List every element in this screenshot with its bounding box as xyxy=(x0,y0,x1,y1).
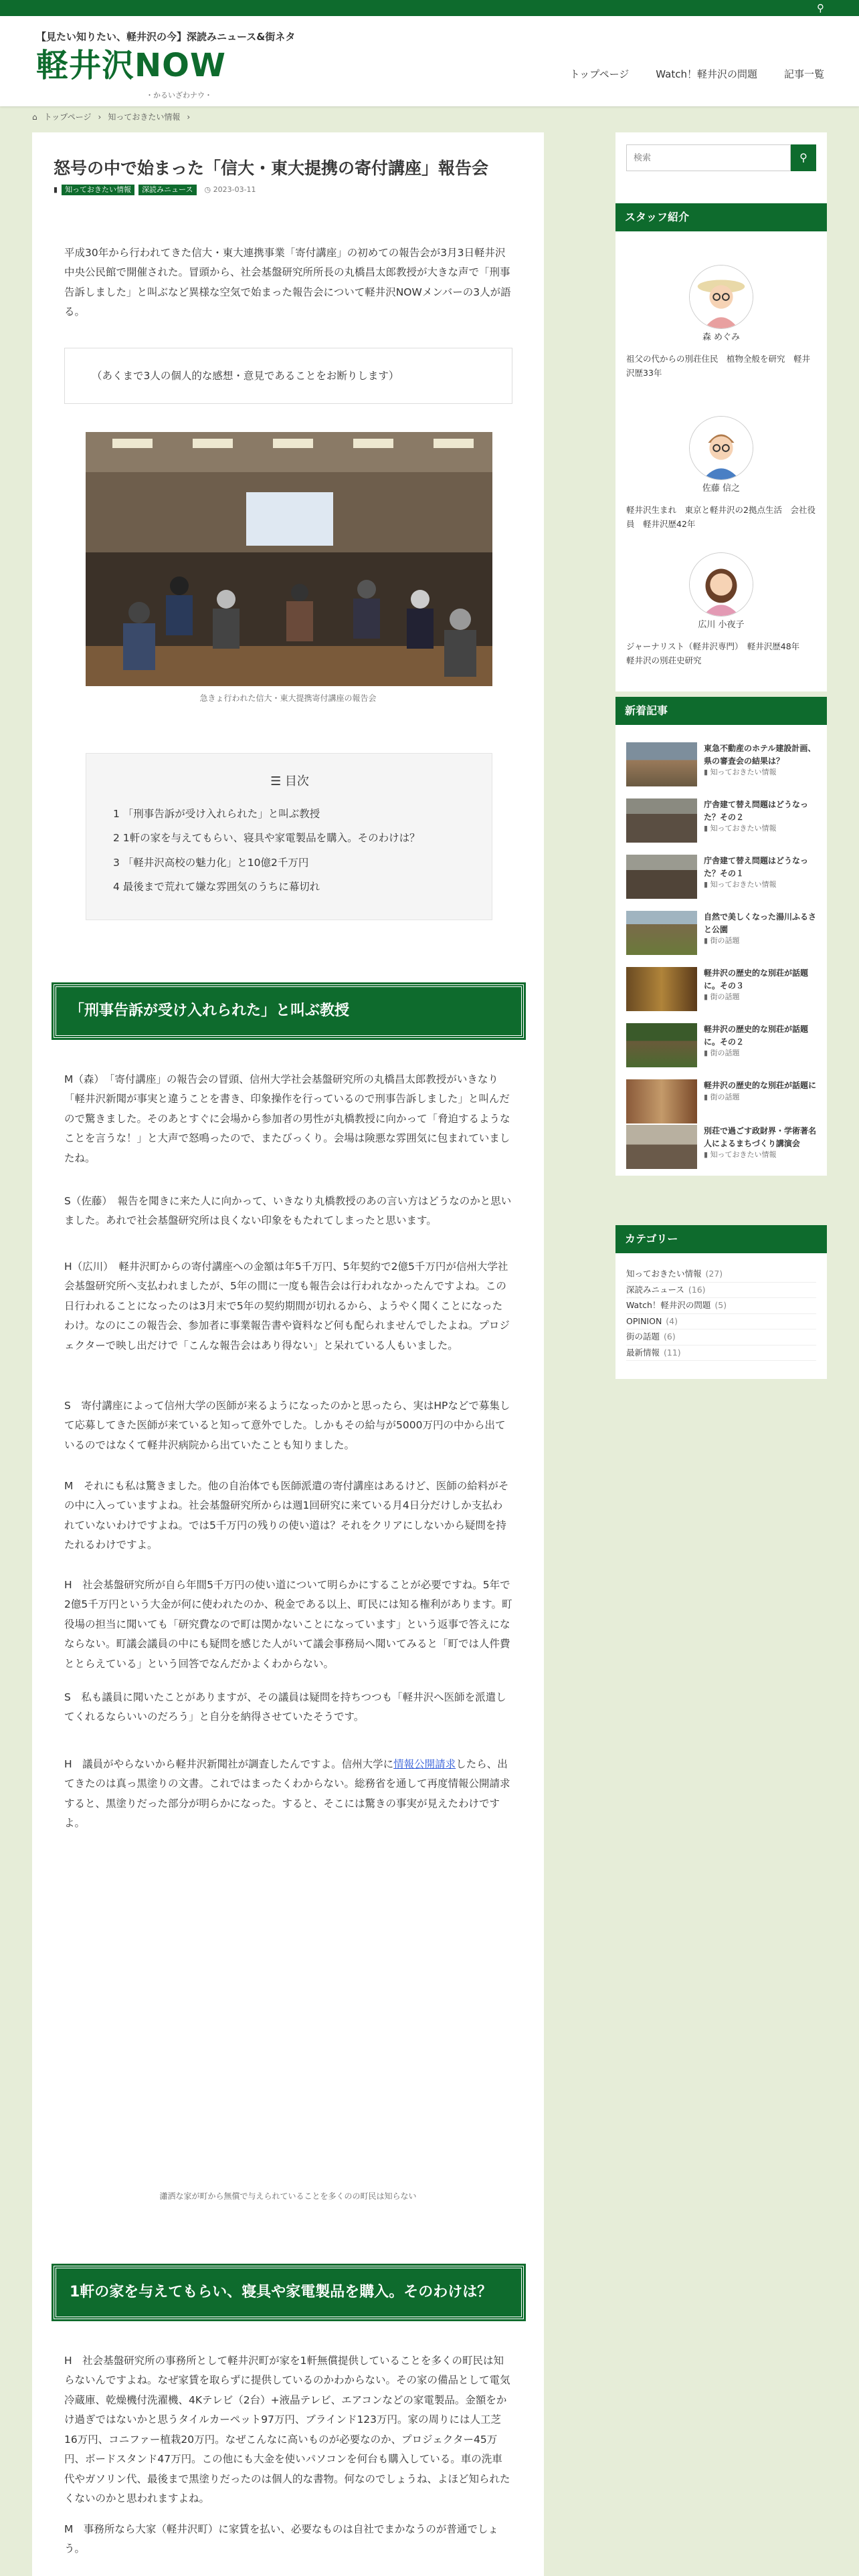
article-main xyxy=(32,132,544,2576)
nav-item-top[interactable]: トップページ xyxy=(569,68,630,80)
folder-icon: ▮ xyxy=(704,1150,710,1160)
category-count: (5) xyxy=(714,1300,727,1310)
recent-post[interactable] xyxy=(626,1079,816,1126)
recent-post[interactable] xyxy=(626,855,816,901)
category-name[interactable]: 最新情報 xyxy=(626,1347,660,1358)
site-header xyxy=(0,16,859,106)
post-category-text: 街の話題 xyxy=(710,1049,740,1058)
search-icon: ⚲ xyxy=(799,151,807,164)
folder-icon: ▮ xyxy=(54,185,58,194)
paragraph: M（森） 「寄付講座」の報告会の冒頭、信州大学社会基盤研究所の丸橋昌太郎教授がいきなり「軽井沢新聞が事実と違うことを書き、印象操作を行っているので刑事告訴しました」と叫んだので驚きました。そのあとすぐに会場から参加者の男性が丸橋教授に向かって「脅迫するようなことを言うな！」と大声で怒鳴ったので、またびっくり。会場は険悪な雰囲気に包まれていましたね。 xyxy=(64,1073,510,1164)
paragraph-text: したら、出てきたのは真っ黒塗りの文書。これではまったくわからない。総務省を通して再度情報公開請求すると、黒塗りだった部分が明らかになった。すると、そこには驚きの事実が見えたわけですよ。 xyxy=(64,1758,510,1830)
staff-name: 佐藤 信之 xyxy=(702,484,741,494)
post-category-text: 知っておきたい情報 xyxy=(710,768,777,777)
recent-post[interactable] xyxy=(626,967,816,1014)
post-thumbnail[interactable] xyxy=(626,1079,697,1123)
staff-card xyxy=(626,265,816,381)
staff-widget xyxy=(615,203,827,691)
paragraph: H 社会基盤研究所の事務所として軽井沢町が家を1軒無償提供していることを多くの町民は知らないんですよね。なぜ家賃を取らずに提供しているのかわからない。その家の備品として電気冷蔵庫、乾燥機付洗濯機、4Kテレビ（2台）+液晶テレビ、エアコンなどの家電製品。金額をかけ過ぎではないかと思うタイルカーペット97万円、ブラインド123万円。家の周りには人工芝16万円、コニファー植栽20万円。なぜこんなに高いものが必要なのか、プロジェクター45万円、ボードスタンド47万円。この他にも大金を使いパソコンを何台も購入している。車の洗車代やガソリン代、最後まで黒塗りだったのは個人的な書物。何なのでしょうね、よほど知られたくないのかと思われますよね。 xyxy=(64,2355,510,2505)
post-category-text: 街の話題 xyxy=(710,936,740,946)
category-item[interactable] xyxy=(626,1267,816,1283)
toc-title-text: 目次 xyxy=(284,774,309,788)
post-title[interactable]: 自然で美しくなった湯川ふるさと公園 xyxy=(704,912,817,934)
category-count: (6) xyxy=(664,1331,676,1341)
widget-title: カテゴリー xyxy=(615,1225,827,1253)
recent-post[interactable] xyxy=(626,1125,816,1172)
recent-post[interactable] xyxy=(626,798,816,845)
post-title[interactable]: 軽井沢の歴史的な別荘が話題に xyxy=(704,1081,817,1090)
folder-icon: ▮ xyxy=(704,768,710,777)
staff-name: 広川 小夜子 xyxy=(698,620,745,630)
staff-desc: 軽井沢生まれ 東京と軽井沢の2拠点生活 会社役員 軽井沢歴42年 xyxy=(626,505,816,530)
article-intro: 平成30年から行われてきた信大・東大連携事業「寄付講座」の初めての報告会が3月3日軽井沢中央公民館で開催された。冒頭から、社会基盤研究所所長の丸橋昌太郎教授が大きな声で「刑事告訴しました」と叫ぶなど異様な空気で始まった報告会について軽井沢NOWメンバーの3人が語る。 xyxy=(64,247,511,318)
site-logo[interactable]: 軽井沢NOW xyxy=(36,47,226,84)
post-title[interactable]: 別荘で過ごす政財界・学術著名人によるまちづくり講演会 xyxy=(704,1126,817,1148)
post-thumbnail[interactable] xyxy=(626,1125,697,1169)
widget-title: スタッフ紹介 xyxy=(615,203,827,231)
toc-item[interactable]: 3 「軽井沢高校の魅力化」と10億2千万円 xyxy=(113,856,309,869)
folder-icon: ▮ xyxy=(704,1049,710,1058)
nav-item-articles[interactable]: 記事一覧 xyxy=(783,68,824,80)
paragraph xyxy=(64,1755,512,1834)
staff-desc: ジャーナリスト（軽井沢専門） 軽井沢歴48年 軽井沢の別荘史研究 xyxy=(626,641,808,666)
chevron-right-icon: › xyxy=(187,112,191,122)
post-title[interactable]: 庁舎建て替え問題はどうなった？その１ xyxy=(704,856,809,878)
toc-list xyxy=(113,802,420,899)
chevron-right-icon: › xyxy=(98,112,102,122)
category-badge[interactable]: 知っておきたい情報 xyxy=(62,185,134,195)
category-name[interactable]: 知っておきたい情報 xyxy=(626,1269,702,1279)
toc-title xyxy=(86,774,493,789)
staff-card xyxy=(626,416,816,532)
category-item[interactable] xyxy=(626,1314,816,1330)
category-name[interactable]: OPINION xyxy=(626,1315,662,1326)
paragraph-text: H 議員がやらないから軽井沢新聞社が調査したんですよ。信州大学に xyxy=(64,1758,394,1770)
article-title: 怒号の中で始まった「信大・東大提携の寄付講座」報告会 xyxy=(54,158,489,178)
recent-post[interactable] xyxy=(626,1023,816,1070)
paragraph: M 事務所なら大家（軽井沢町）に家賃を払い、必要なものは自社でまかなうのが普通でしょう。 xyxy=(64,2523,498,2555)
breadcrumb-category[interactable]: 知っておきたい情報 xyxy=(108,112,181,122)
post-thumbnail[interactable] xyxy=(626,967,697,1011)
site-tagline: 【見たい知りたい、軽井沢の今】深読みニュース&街ネタ xyxy=(36,31,296,43)
section-heading-2: 1軒の家を与えてもらい、寝具や家電製品を購入。そのわけは？ xyxy=(54,2266,524,2319)
sidebar-search-input[interactable] xyxy=(626,144,791,171)
category-item[interactable] xyxy=(626,1283,816,1299)
paragraph: S（佐藤） 報告を聞きに来た人に向かって、いきなり丸橋教授のあの言い方はどうなのかと思いました。あれで社会基盤研究所は良くない印象をもたれてしまったと思います。 xyxy=(64,1195,512,1227)
recent-posts-widget xyxy=(615,697,827,1176)
paragraph: S 私も議員に聞いたことがありますが、その議員は疑問を持ちつつも「軽井沢へ医師を派遣してくれるならいいのだろう」と自分を納得させていたそうです。 xyxy=(64,1691,506,1723)
avatar xyxy=(689,265,753,329)
global-nav xyxy=(570,68,824,82)
post-category xyxy=(704,1150,816,1160)
search-icon[interactable]: ⚲ xyxy=(817,2,824,14)
category-badge[interactable]: 深読みニュース xyxy=(138,185,196,195)
site-logo-sub: ・かるいざわナウ・ xyxy=(146,91,212,100)
report-meeting-photo xyxy=(86,432,492,686)
recent-post[interactable] xyxy=(626,742,816,789)
post-category-text: 街の話題 xyxy=(710,1092,740,1101)
post-thumbnail[interactable] xyxy=(626,742,697,786)
section-heading-1: 「刑事告訴が受け入れられた」と叫ぶ教授 xyxy=(54,984,524,1038)
post-title[interactable]: 庁舎建て替え問題はどうなった？その２ xyxy=(704,800,809,822)
staff-desc: 祖父の代からの別荘住民 植物全般を研究 軽井沢歴33年 xyxy=(626,354,811,379)
post-category xyxy=(704,767,816,777)
post-thumbnail[interactable] xyxy=(626,855,697,899)
post-date-text: 2023-03-11 xyxy=(213,185,256,194)
post-category xyxy=(704,879,816,889)
category-count: (11) xyxy=(664,1347,681,1358)
clock-icon: ◷ xyxy=(204,185,213,194)
post-category xyxy=(704,1048,816,1058)
post-category-text: 知っておきたい情報 xyxy=(710,1150,777,1160)
recent-post[interactable] xyxy=(626,911,816,958)
widget-title: 新着記事 xyxy=(615,697,827,725)
category-list xyxy=(626,1267,816,1361)
category-name[interactable]: Watch！軽井沢の問題 xyxy=(626,1300,711,1310)
folder-icon: ▮ xyxy=(704,824,710,833)
photo-caption: 急きょ行われた信大・東大提携寄付講座の報告会 xyxy=(199,693,377,703)
toc-item[interactable]: 1 「刑事告訴が受け入れられた」と叫ぶ教授 xyxy=(113,808,320,820)
toc-item[interactable]: 2 1軒の家を与えてもらい、寝具や家電製品を購入。そのわけは？ xyxy=(113,832,420,845)
post-date xyxy=(205,185,256,195)
folder-icon: ▮ xyxy=(704,992,710,1002)
post-category-text: 知っておきたい情報 xyxy=(710,824,777,833)
house-caption: 瀟洒な家が町から無償で与えられていることを多くのの町民は知らない xyxy=(159,2191,417,2201)
article-meta xyxy=(54,185,256,195)
list-icon: ☰ xyxy=(270,774,285,788)
search-widget xyxy=(615,132,827,209)
folder-icon: ▮ xyxy=(704,880,710,889)
search-button[interactable] xyxy=(791,144,816,171)
category-name[interactable]: 街の話題 xyxy=(626,1331,660,1341)
folder-icon: ▮ xyxy=(704,936,710,946)
paragraph: M それにも私は驚きました。他の自治体でも医師派遣の寄付講座はあるけど、医師の給料がその中に入っていますよね。社会基盤研究所からは週1回研究に来ている月4日分だけしか支払われていないわけですよね。では5千万円の残りの使い道は？それをクリアにしないから疑問を持たれるわけですよ。 xyxy=(64,1480,509,1551)
post-category-text: 街の話題 xyxy=(710,992,740,1002)
disclaimer-box: （あくまで3人の個人的な感想・意見であることをお断りします） xyxy=(64,348,512,404)
post-title[interactable]: 軽井沢の歴史的な別荘が話題に。その２ xyxy=(704,1025,809,1047)
post-category xyxy=(704,1092,816,1102)
category-count: (4) xyxy=(666,1315,678,1326)
toc-item[interactable]: 4 最後まで荒れて嫌な雰囲気のうちに幕切れ xyxy=(113,881,320,893)
post-thumbnail[interactable] xyxy=(626,798,697,843)
top-bar xyxy=(0,0,859,16)
breadcrumb xyxy=(32,112,190,122)
post-thumbnail[interactable] xyxy=(626,1023,697,1067)
paragraph: S 寄付講座によって信州大学の医師が来るようになったのかと思ったら、実はHPなどで募集して応募してきた医師が来ていると知って意外でした。しかもその給与が5000万円の中から出ているのではなくて軽井沢病院から出ていたことも知りました。 xyxy=(64,1400,510,1451)
folder-icon: ▮ xyxy=(704,1092,710,1101)
post-category-text: 知っておきたい情報 xyxy=(710,880,777,889)
staff-card xyxy=(626,552,816,668)
post-category xyxy=(704,823,816,833)
post-title[interactable]: 軽井沢の歴史的な別荘が話題に。その３ xyxy=(704,968,809,990)
post-thumbnail[interactable] xyxy=(626,911,697,955)
nav-item-watch[interactable]: Watch！軽井沢の問題 xyxy=(656,68,757,80)
breadcrumb-home[interactable]: トップページ xyxy=(43,112,92,122)
category-item[interactable] xyxy=(626,1329,816,1346)
staff-name: 森 めぐみ xyxy=(702,332,741,342)
categories-widget xyxy=(615,1225,827,1379)
table-of-contents xyxy=(86,753,492,920)
avatar xyxy=(689,552,753,617)
info-request-link[interactable]: 情報公開請求 xyxy=(393,1758,456,1770)
paragraph: H（広川） 軽井沢町からの寄付講座への金額は年5千万円、5年契約で2億5千万円が信州大学社会基盤研究所へ支払われましたが、5年の間に一度も報告会は行われなかったんですよね。この日行われることになったのは3月末で5年の契約期間が切れるから、ようやく聞くことになったわけ。なのにこの報告会、参加者に事業報告書や資料など何も配られませんでしたよね。プロジェクターで映し出だけで「こんな報告会はあり得ない」と呆れている人もいました。 xyxy=(64,1261,510,1352)
post-title[interactable]: 東急不動産のホテル建設計画、県の審査会の結果は？ xyxy=(704,744,816,766)
post-category xyxy=(704,936,816,946)
category-count: (16) xyxy=(688,1284,706,1295)
category-item[interactable] xyxy=(626,1298,816,1314)
home-icon: ⌂ xyxy=(32,112,37,122)
category-count: (27) xyxy=(705,1269,723,1279)
avatar xyxy=(689,416,753,480)
category-item[interactable] xyxy=(626,1346,816,1362)
post-category xyxy=(704,992,816,1002)
category-name[interactable]: 深読みニュース xyxy=(626,1284,684,1295)
paragraph: H 社会基盤研究所が自ら年間5千万円の使い道について明らかにすることが必要ですね。5年で2億5千万円という大金が何に使われたのか、税金である以上、町民には知る権利があります。町役場の担当に聞いても「研究費なので町は関かないことになっています」という返事で答えになならない。町議会議員の中にも疑問を感じた人がいて議会事務局へ聞いてみると「町では人件費ととらえている」という回答でなんだかよくわからない。 xyxy=(64,1579,512,1670)
